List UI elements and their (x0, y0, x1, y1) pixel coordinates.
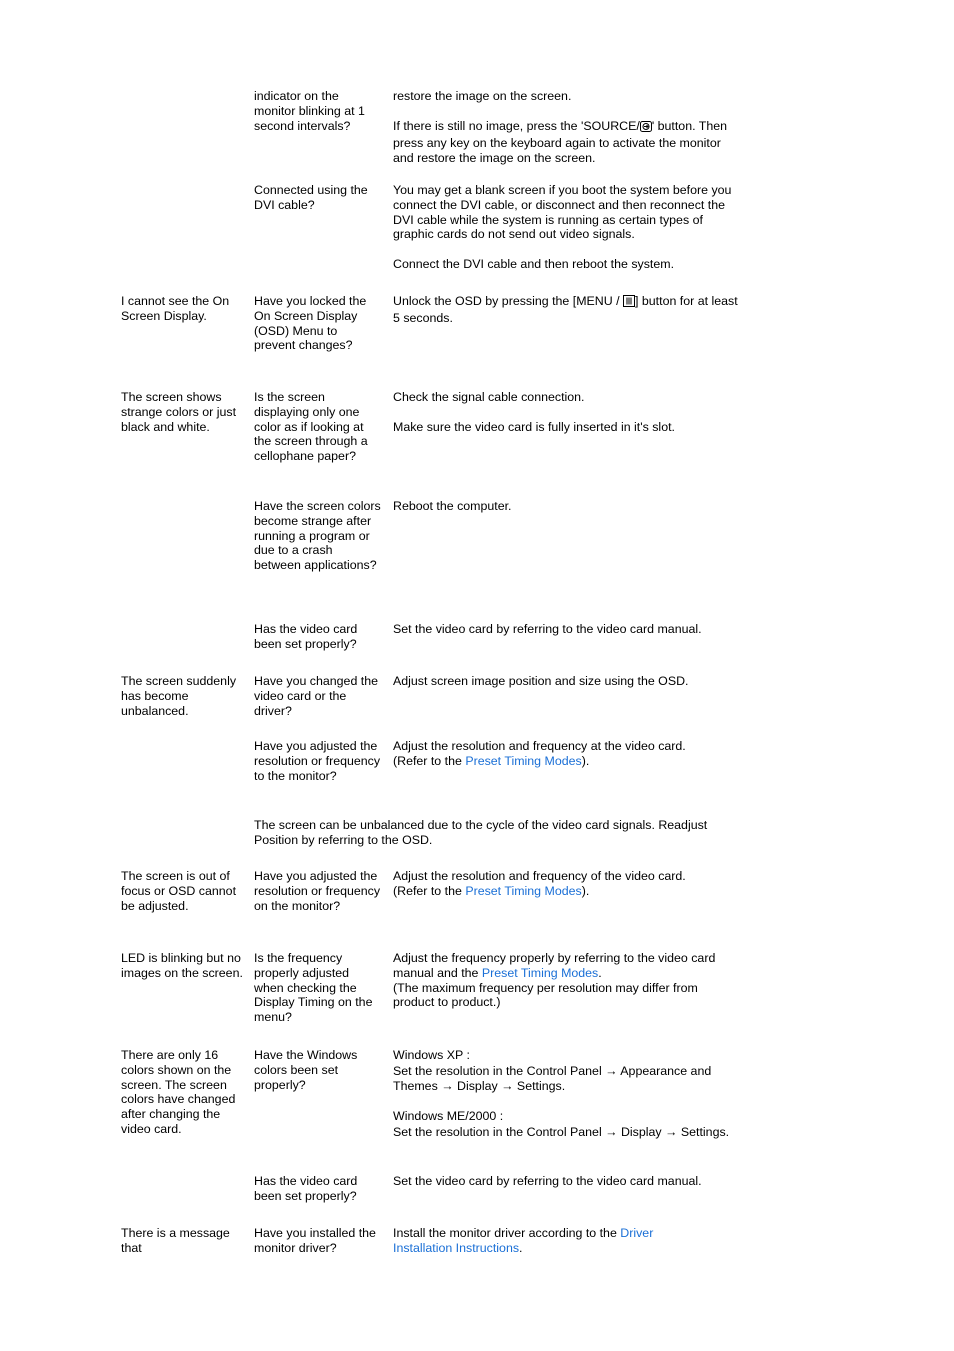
question-text: Connected using the DVI cable? (254, 183, 368, 212)
answer-fragment: Set the resolution in the Control Panel → Appearance and Themes → Display → Settings. (393, 1063, 712, 1094)
answer-fragment: (Refer to the (393, 753, 466, 768)
answer-text: You may get a blank screen if you boot the system before you connect the DVI cable, or disconnect and then reconnect the DVI cable while the system is running as certain types of graphic cards do not send out video signals. (393, 183, 732, 242)
question-text: Is the frequency properly adjusted when checking the Display Timing on the menu? (254, 951, 373, 1025)
question-text: Have you changed the video card or the driver? (254, 674, 378, 718)
answer-fragment: Windows XP : (393, 1048, 470, 1062)
answer-text (393, 951, 738, 1010)
answer-text: Adjust screen image position and size using the OSD. (393, 674, 689, 688)
preset-timing-modes-link[interactable]: Preset Timing Modes (481, 965, 599, 980)
source-enter-icon (640, 121, 652, 136)
answer-text: Check the signal cable connection. (393, 390, 585, 404)
answer-fragment: ' button. Then press any key on the keyboard again to activate the monitor and restore the image on the screen. (393, 119, 727, 165)
symptom-text: The screen shows strange colors or just black and white. (121, 390, 237, 434)
answer-fragment: (The maximum frequency per resolution may differ from product to product.) (393, 980, 698, 1010)
answer-fragment: . (519, 1240, 523, 1255)
answer-fragment: . (598, 965, 602, 980)
answer-fragment: (Refer to the (393, 883, 466, 898)
question-text: Have you installed the monitor driver? (254, 1226, 376, 1255)
answer-fragment: Adjust the frequency properly by referring to the video card manual and the (393, 951, 716, 980)
question-text: Have the screen colors become strange after running a program or due to a crash between applications? (254, 499, 381, 573)
answer-text: restore the image on the screen. (393, 89, 572, 103)
answer-fragment: Adjust the resolution and frequency at the video card. (393, 739, 686, 753)
symptom-text: The screen is out of focus or OSD cannot be adjusted. (121, 869, 237, 913)
answer-text: Connect the DVI cable and then reboot the system. (393, 257, 675, 271)
answer-fragment: If there is still no image, press the 'SOURCE/ (393, 119, 640, 133)
answer-text: Make sure the video card is fully inserted in it's slot. (393, 420, 675, 434)
answer-text: Set the video card by referring to the video card manual. (393, 1174, 702, 1188)
preset-timing-modes-link[interactable]: Preset Timing Modes (465, 753, 582, 768)
answer-text: Reboot the computer. (393, 499, 512, 513)
question-text: Have you adjusted the resolution or frequency on the monitor? (254, 869, 381, 913)
question-text: Have you locked the On Screen Display (OSD) Menu to prevent changes? (254, 294, 367, 353)
answer-fragment: ). (581, 753, 590, 768)
answer-fragment: Windows ME/2000 : (393, 1109, 504, 1123)
menu-icon (623, 295, 635, 311)
answer-text: Set the video card by referring to the video card manual. (393, 622, 702, 636)
question-text: Has the video card been set properly? (254, 622, 358, 651)
answer-text (393, 869, 738, 899)
symptom-text: LED is blinking but no images on the screen. (121, 951, 243, 980)
question-text: Have you adjusted the resolution or frequency to the monitor? (254, 739, 381, 783)
symptom-text: I cannot see the On Screen Display. (121, 294, 230, 323)
driver-installation-instructions-link[interactable]: Driver Installation Instructions (393, 1226, 654, 1255)
question-text: indicator on the monitor blinking at 1 second intervals? (254, 89, 365, 133)
answer-fragment: Install the monitor driver according to the (393, 1226, 621, 1240)
answer-text (393, 1109, 738, 1140)
symptom-text: There is a message that (121, 1226, 230, 1255)
preset-timing-modes-link[interactable]: Preset Timing Modes (465, 883, 582, 898)
question-text: Is the screen displaying only one color as if looking at the screen through a cellophane paper? (254, 390, 368, 464)
question-text: Have the Windows colors been set properly? (254, 1048, 358, 1092)
note-text: The screen can be unbalanced due to the cycle of the video card signals. Readjust Position by referring to the OSD. (254, 818, 708, 847)
answer-text (393, 119, 738, 165)
answer-fragment: ] button for at least 5 seconds. (393, 294, 738, 325)
answer-fragment: ). (581, 883, 590, 898)
answer-text (393, 1226, 693, 1256)
answer-text (393, 294, 738, 326)
answer-fragment: Unlock the OSD by pressing the [MENU / (393, 294, 624, 308)
answer-text (393, 1048, 738, 1095)
symptom-text: The screen suddenly has become unbalanced. (121, 674, 237, 718)
answer-fragment: Set the resolution in the Control Panel → Display → Settings. (393, 1124, 730, 1139)
answer-text (393, 739, 738, 769)
question-text: Has the video card been set properly? (254, 1174, 358, 1203)
answer-fragment: Adjust the resolution and frequency of the video card. (393, 869, 686, 883)
symptom-text: There are only 16 colors shown on the screen. The screen colors have changed after changing the video card. (121, 1048, 236, 1136)
